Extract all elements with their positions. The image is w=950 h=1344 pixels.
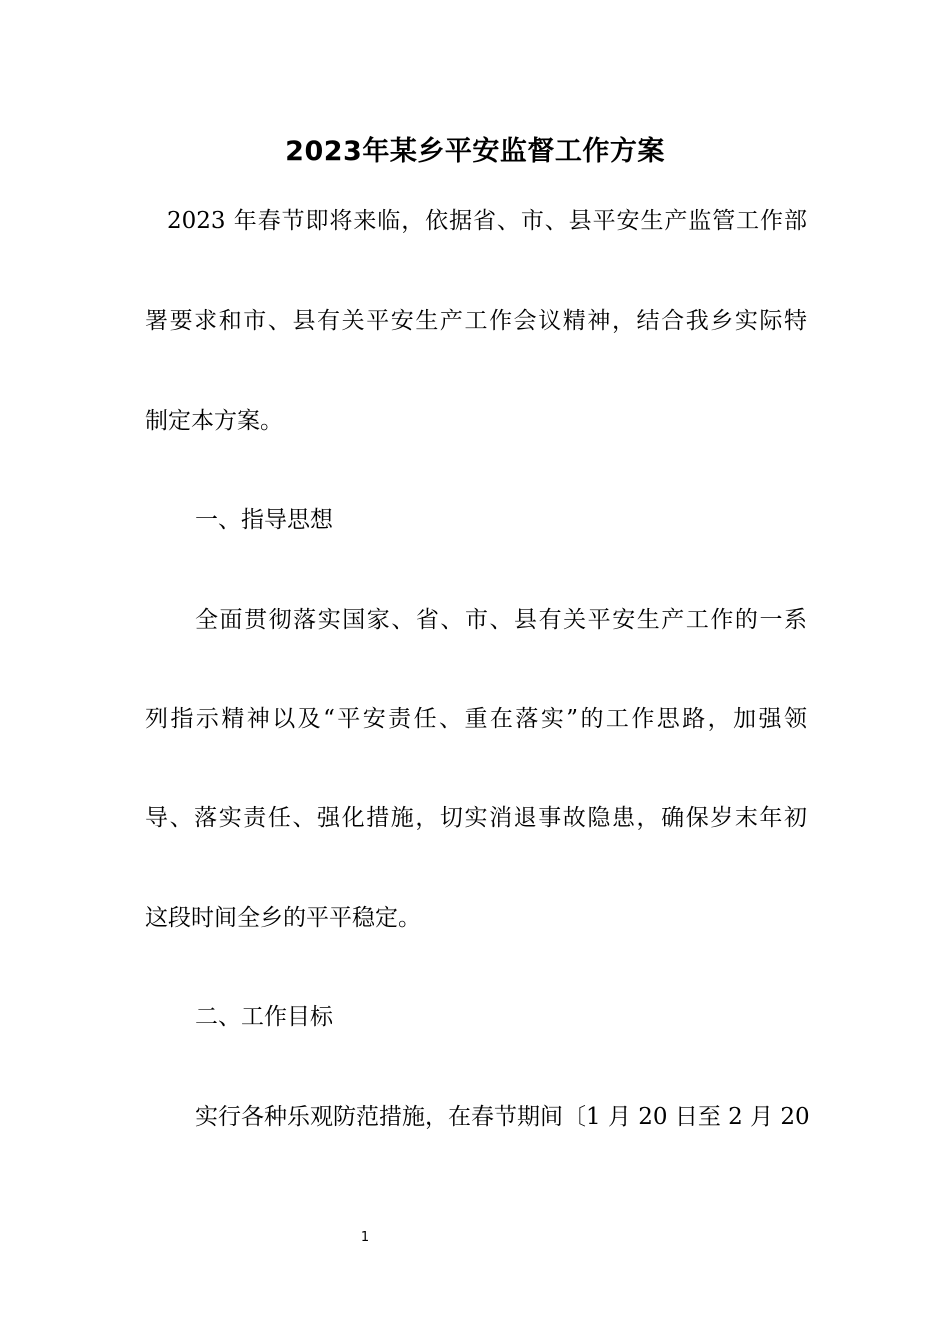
paragraph-line: 这段时间全乡的平平稳定。 (145, 905, 421, 931)
paragraph-line: 2023 年春节即将来临，依据省、市、县平安生产监管工作部 (167, 208, 807, 234)
paragraph-line: 导、落实责任、强化措施，切实消退事故隐患，确保岁末年初 (145, 805, 807, 831)
paragraph-line: 列指示精神以及“平安责任、重在落实”的工作思路，加强领 (145, 706, 807, 732)
paragraph-line: 实行各种乐观防范措施，在春节期间〔1 月 20 日至 2 月 20 (195, 1104, 810, 1130)
section-heading: 二、工作目标 (195, 1004, 333, 1030)
page-number: 1 (360, 1230, 370, 1245)
document-title: 2023年某乡平安监督工作方案 (285, 136, 665, 167)
paragraph-line: 制定本方案。 (145, 408, 283, 434)
paragraph-line: 全面贯彻落实国家、省、市、县有关平安生产工作的一系 (195, 607, 807, 633)
paragraph-line: 署要求和市、县有关平安生产工作会议精神，结合我乡实际特 (145, 308, 807, 334)
section-heading: 一、指导思想 (195, 507, 333, 533)
